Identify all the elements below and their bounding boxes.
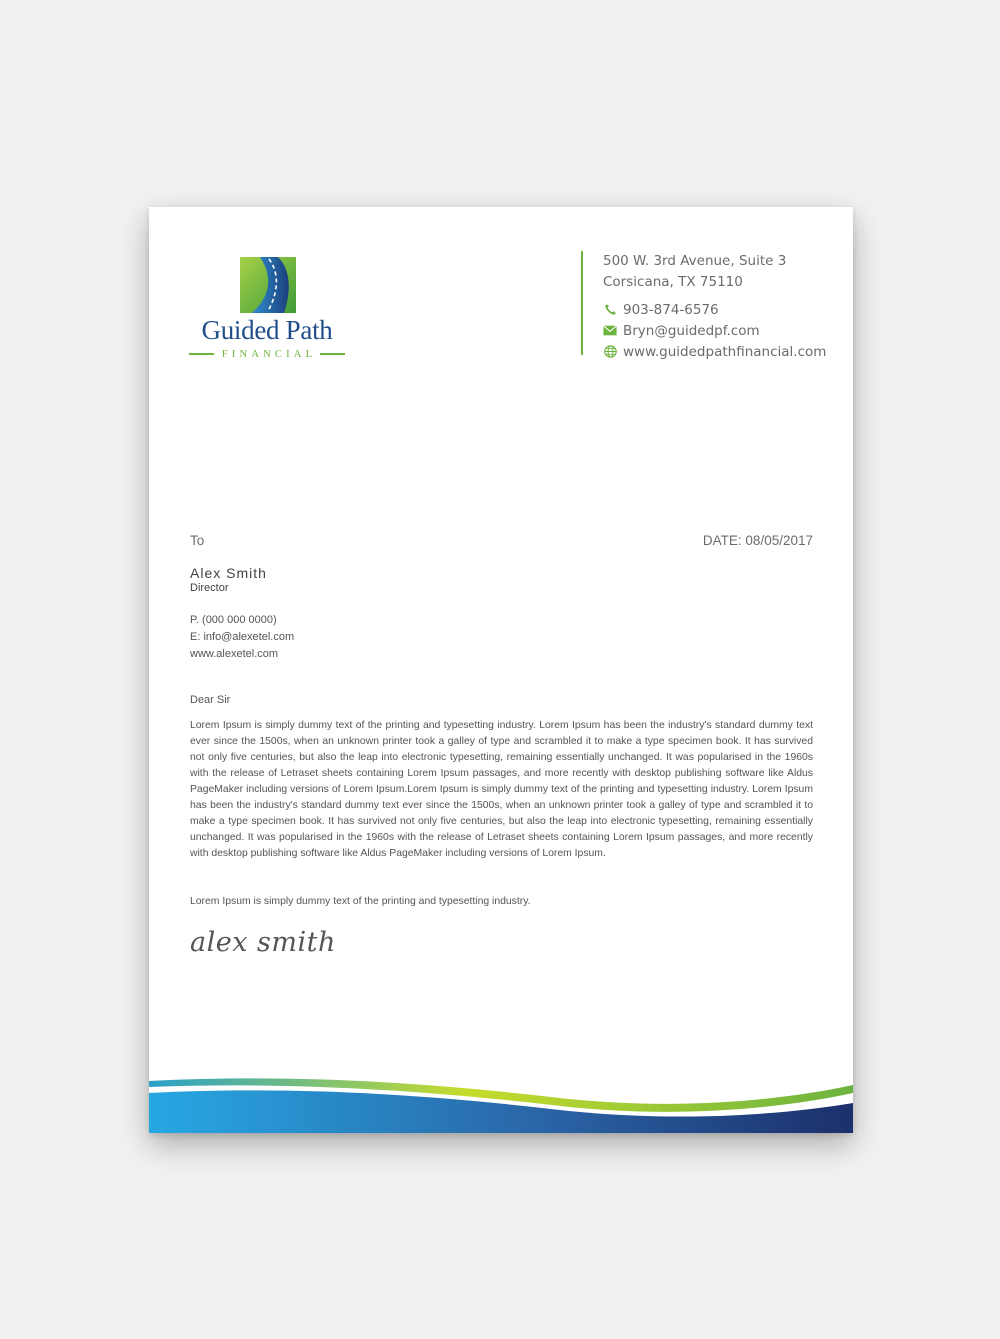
address-line-2: Corsicana, TX 75110	[603, 274, 743, 290]
envelope-icon	[603, 324, 617, 338]
phone-icon	[603, 303, 617, 317]
recipient-title: Director	[190, 582, 229, 594]
contact-block	[581, 251, 843, 360]
signature: alex smith	[190, 927, 336, 958]
body-paragraph-2: Lorem Ipsum is simply dummy text of the printing and typesetting industry.	[190, 896, 531, 907]
logo-rule-left	[189, 353, 214, 355]
recipient-website: www.alexetel.com	[190, 648, 279, 660]
to-label: To	[190, 533, 205, 548]
recipient-name: Alex Smith	[190, 565, 267, 581]
recipient-phone: P. (000 000 0000)	[190, 614, 277, 626]
letterhead-sheet	[149, 207, 853, 1133]
letter-date: DATE: 08/05/2017	[702, 533, 813, 548]
road-logo-icon	[238, 255, 298, 315]
address-line-1: 500 W. 3rd Avenue, Suite 3	[603, 253, 787, 269]
salutation: Dear Sir	[190, 694, 231, 706]
phone-row	[603, 299, 843, 320]
logo-subtitle-text: FINANCIAL	[221, 348, 317, 360]
logo-subtitle	[189, 347, 345, 361]
recipient-contact	[190, 612, 294, 663]
website-row	[603, 341, 843, 362]
logo-rule-right	[320, 353, 345, 355]
footer-wave	[149, 1063, 853, 1133]
body-paragraph-1: Lorem Ipsum is simply dummy text of the printing and typesetting industry. Lorem Ipsum has been the industry's standard dummy text ever since the 1500s, when an unknown printer took a galley of type and scrambled it to make a type specimen book. It has survived not only five centuries, but also the leap into electronic typesetting, remaining essentially unchanged. It was popularised in the 1960s with the release of Letraset sheets containing Lorem Ipsum passages, and more recently with desktop publishing software like Aldus PageMaker including versions of Lorem Ipsum.Lorem Ipsum is simply dummy text of the printing and typesetting industry. Lorem Ipsum has been the industry's standard dummy text ever since the 1500s, when an unknown printer took a galley of type and scrambled it to make a type specimen book. It has survived not only five centuries, but also the leap into electronic typesetting, remaining essentially unchanged. It was popularised in the 1960s with the release of Letraset sheets containing Lorem Ipsum passages, and more recently with desktop publishing software like Aldus PageMaker including versions of Lorem Ipsum.	[190, 720, 813, 859]
recipient-email: E: info@alexetel.com	[190, 631, 295, 643]
email-text[interactable]: Bryn@guidedpf.com	[623, 322, 760, 339]
phone-text: 903-874-6576	[623, 301, 719, 318]
logo-name: Guided Path	[201, 315, 333, 345]
globe-icon	[603, 345, 617, 359]
website-text[interactable]: www.guidedpathfinancial.com	[623, 343, 827, 360]
company-logo	[189, 255, 345, 365]
email-row	[603, 320, 843, 341]
